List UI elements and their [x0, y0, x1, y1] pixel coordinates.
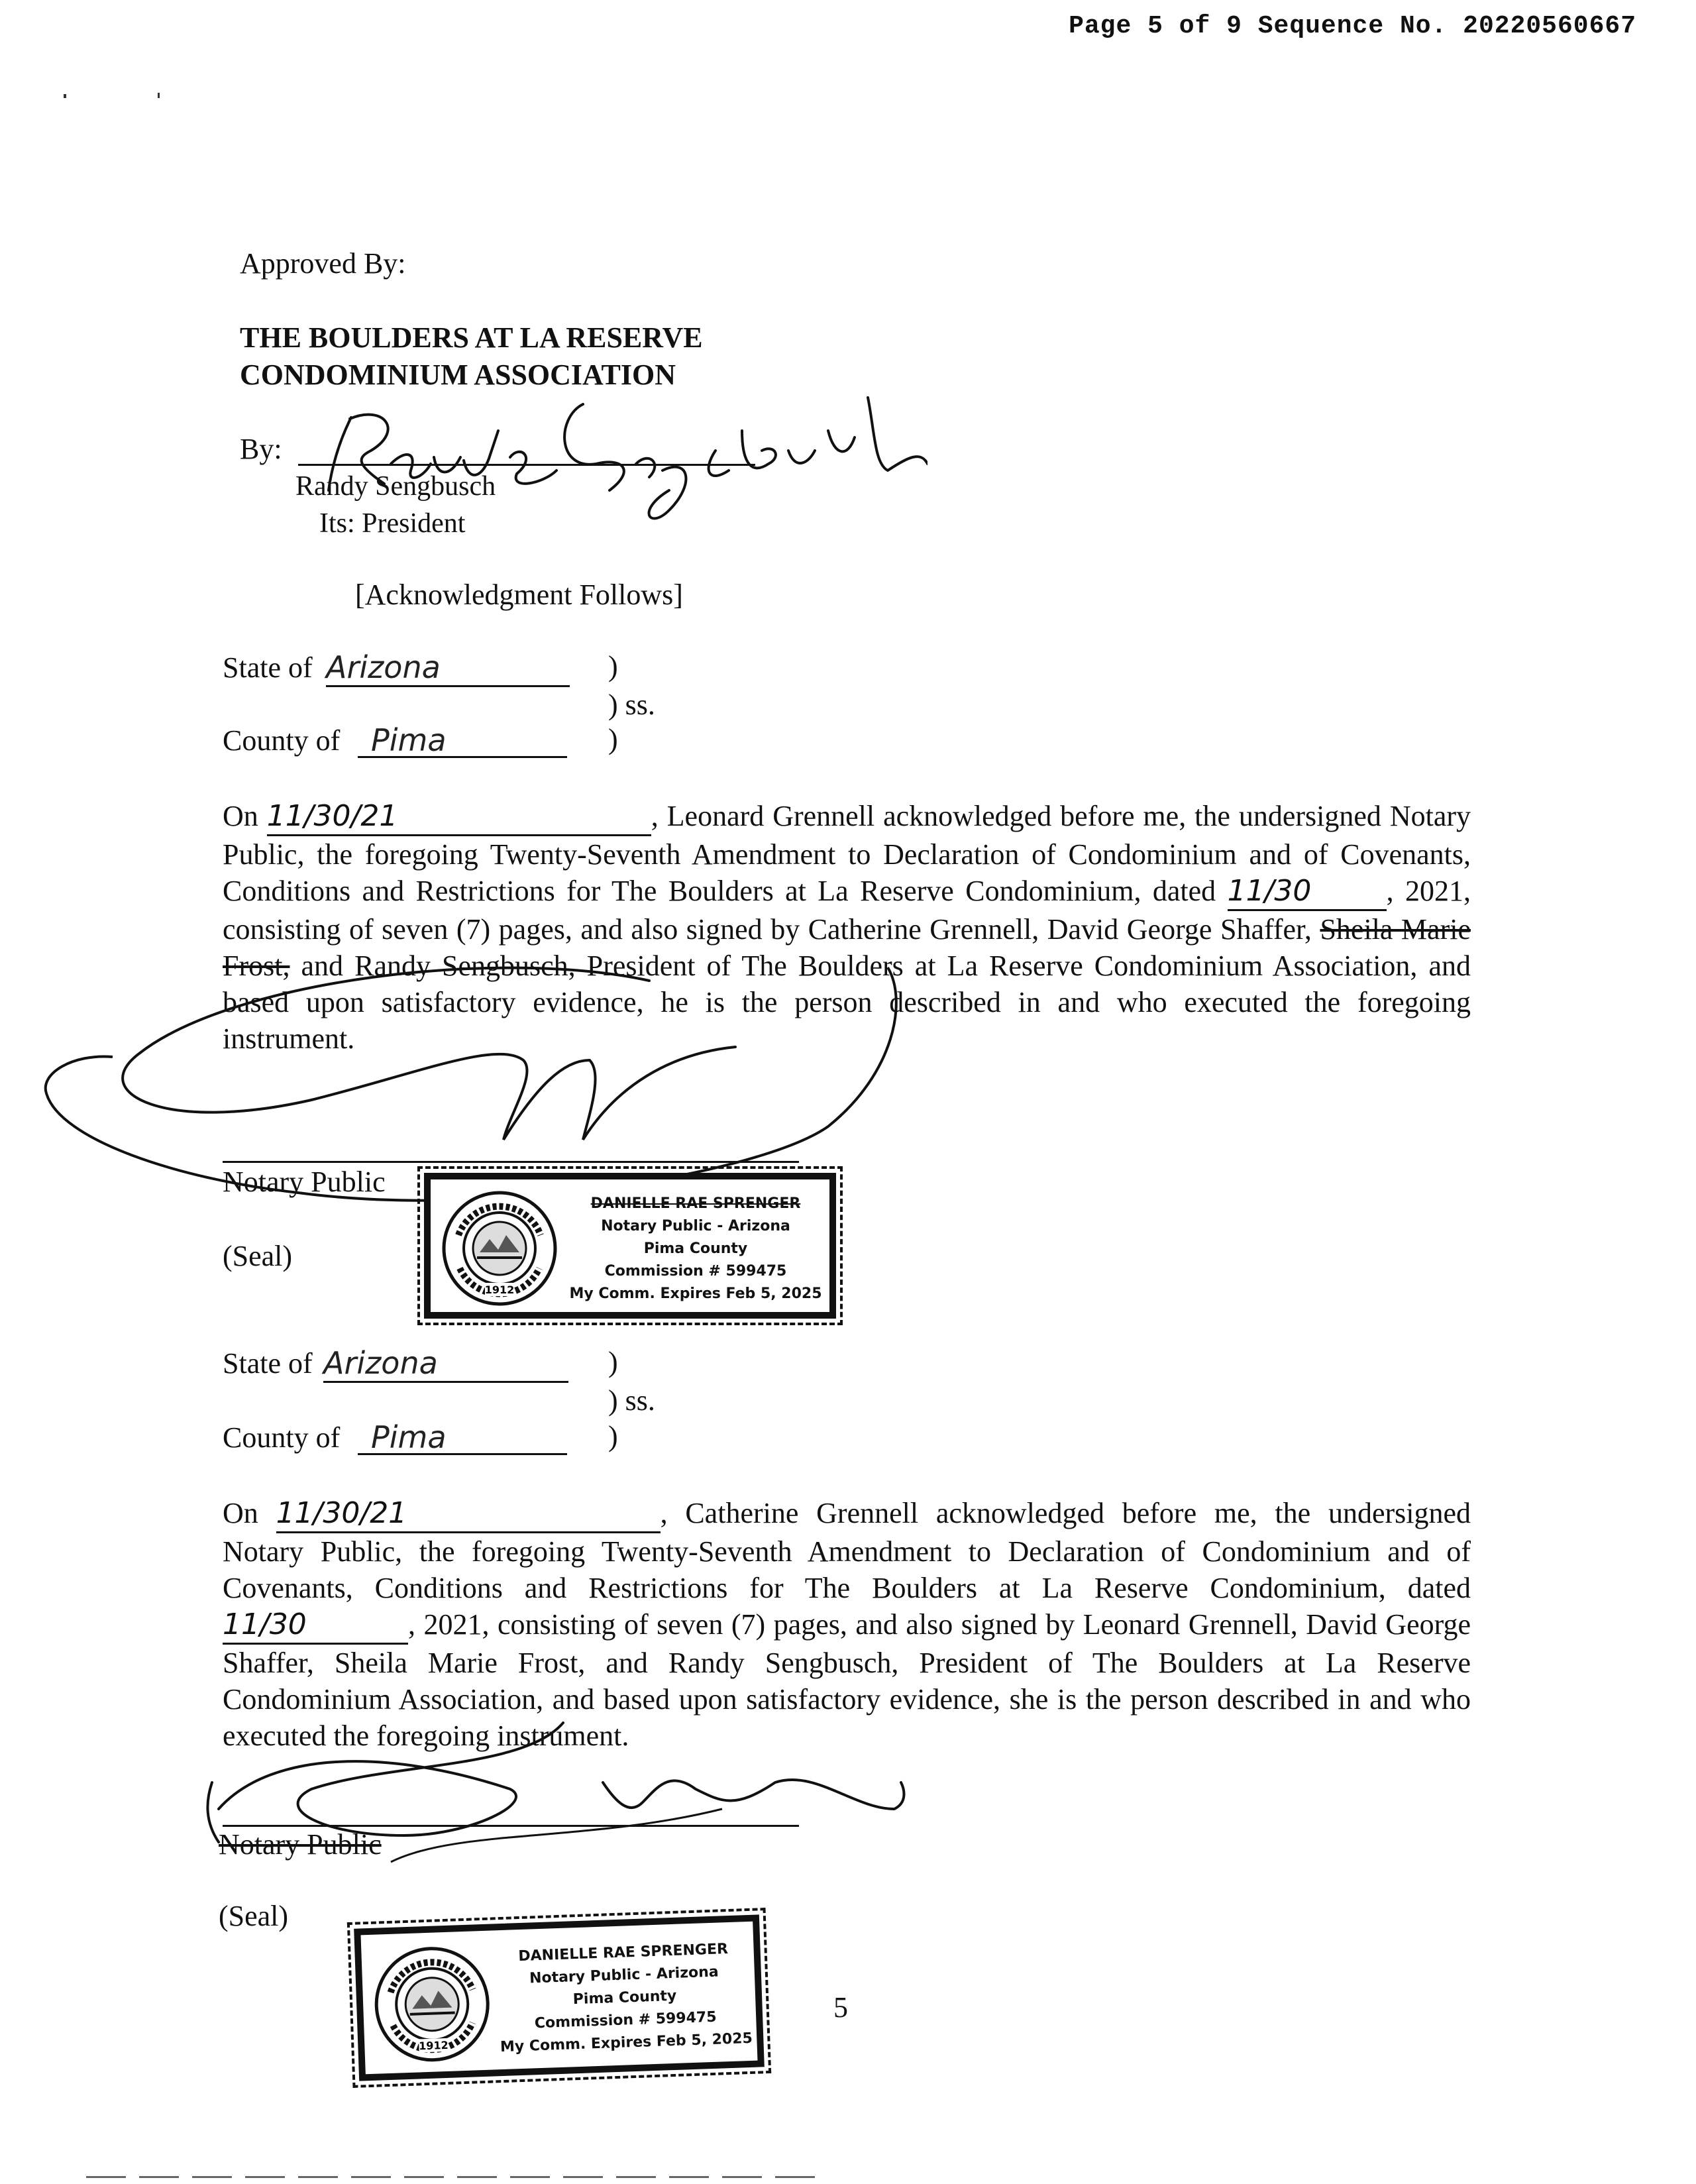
ack1-body-part3: and Randy Sengbusch, President of The Boulders at La Reserve Condominium Association, and based upon satisfactory evidence, he is the person described in and who executed the foregoing instrument.: [223, 950, 1471, 1055]
acknowledgment-follows: [Acknowledgment Follows]: [355, 578, 683, 611]
seal-label-2: (Seal): [219, 1900, 289, 1932]
stamp-2-text: [494, 1938, 756, 2059]
association-name-line2: CONDOMINIUM ASSOCIATION: [240, 358, 676, 391]
paren-1a: ): [608, 650, 618, 682]
ack2-dated-value: 11/30: [223, 1606, 408, 1645]
ack2-date: 11/30/21: [276, 1495, 661, 1533]
stamp-1-name: DANIELLE RAE SPRENGER: [590, 1195, 801, 1212]
scan-mark: [158, 93, 160, 98]
signer-name: Randy Sengbusch: [295, 471, 496, 502]
county-label-2: County of: [223, 1421, 341, 1454]
scan-mark: [64, 94, 66, 98]
stamp-2-expires: My Comm. Expires Feb 5, 2025: [500, 2030, 753, 2056]
county-value-2: Pima: [358, 1419, 567, 1455]
signer-title: Its: President: [319, 508, 466, 539]
paren-2b: ): [608, 1420, 618, 1452]
state-label-2: State of: [223, 1347, 313, 1380]
ack1-body-part2: , 2021, consisting of seven (7) pages, and also signed by Catherine Grennell, David George Shaffer,: [223, 875, 1471, 946]
stamp-2-title: Notary Public - Arizona: [529, 1963, 719, 1987]
ack1-dated-value: 11/30: [1228, 873, 1387, 911]
ack2-body-part2: , 2021, consisting of seven (7) pages, and also signed by Leonard Grennell, David George Shaffer, Sheila Marie Frost, and Randy Sengbusch, President of The Boulders at La Reserve Condominium Association, and based upon satisfactory evidence, she is the person described in and who executed the foregoing instrument.: [223, 1608, 1471, 1752]
scan-artifact-line: [86, 2176, 815, 2178]
seal-label-1: (Seal): [223, 1240, 293, 1272]
page-number: 5: [833, 1991, 848, 2024]
signature-line: [298, 464, 755, 466]
notary-stamp-1: [424, 1173, 836, 1319]
stamp-2-county: Pima County: [572, 1987, 677, 2008]
stamp-2-commission: Commission # 599475: [534, 2008, 717, 2032]
seal-year-text-1: 1912: [484, 1283, 515, 1296]
notary-signature-line-1: [223, 1161, 799, 1163]
stamp-1-commission: Commission # 599475: [604, 1263, 787, 1280]
stamp-2-name: DANIELLE RAE SPRENGER: [518, 1941, 729, 1965]
on-label-1: On: [223, 800, 258, 832]
by-label: By:: [240, 433, 282, 465]
arizona-seal-icon: [440, 1189, 559, 1308]
county-value-1: Pima: [358, 722, 567, 758]
state-value-1: Arizona: [326, 649, 570, 687]
association-name-line1: THE BOULDERS AT LA RESERVE: [240, 321, 703, 354]
ack1-struck-name: Sheila Marie Frost,: [223, 913, 1471, 982]
acknowledgment-paragraph-1: [223, 798, 1471, 1057]
notary-public-label-1: Notary Public: [223, 1166, 386, 1198]
county-label-1: County of: [223, 724, 341, 757]
paren-1b: ): [608, 723, 618, 755]
stamp-1-expires: My Comm. Expires Feb 5, 2025: [569, 1285, 822, 1302]
ss-label-1: ) ss.: [608, 688, 655, 721]
page-sequence-header: Page 5 of 9 Sequence No. 20220560667: [1069, 12, 1636, 40]
stamp-1-county: Pima County: [643, 1240, 748, 1257]
seal-year-text-2: 1912: [418, 2038, 449, 2053]
approved-by-label: Approved By:: [240, 247, 406, 280]
notary-stamp-2: [354, 1914, 765, 2081]
arizona-seal-icon: [370, 1943, 494, 2066]
on-label-2: On: [223, 1497, 258, 1529]
stamp-1-text: [563, 1193, 828, 1305]
ss-label-2: ) ss.: [608, 1384, 655, 1417]
ack1-date: 11/30/21: [267, 798, 651, 836]
paren-2a: ): [608, 1346, 618, 1378]
stamp-1-title: Notary Public - Arizona: [601, 1218, 790, 1234]
state-value-2: Arizona: [323, 1345, 568, 1383]
state-label-1: State of: [223, 651, 313, 684]
ack2-body-part1: , Catherine Grennell acknowledged before me, the undersigned Notary Public, the foregoing Twenty-Seventh Amendment to Declaration of Condominium and of Covenants, Conditions and Restrictions for The Boulders at La Reserve Condominium, dated: [223, 1497, 1471, 1604]
notary-public-label-2: Notary Public: [219, 1828, 382, 1861]
ack1-body-part1: , Leonard Grennell acknowledged before me, the undersigned Notary Public, the foregoing Twenty-Seventh Amendment to Declaration of Condominium and of Covenants, Conditions and Restrictions for The Boulders at La Reserve Condominium, dated: [223, 800, 1471, 907]
acknowledgment-paragraph-2: [223, 1495, 1471, 1754]
